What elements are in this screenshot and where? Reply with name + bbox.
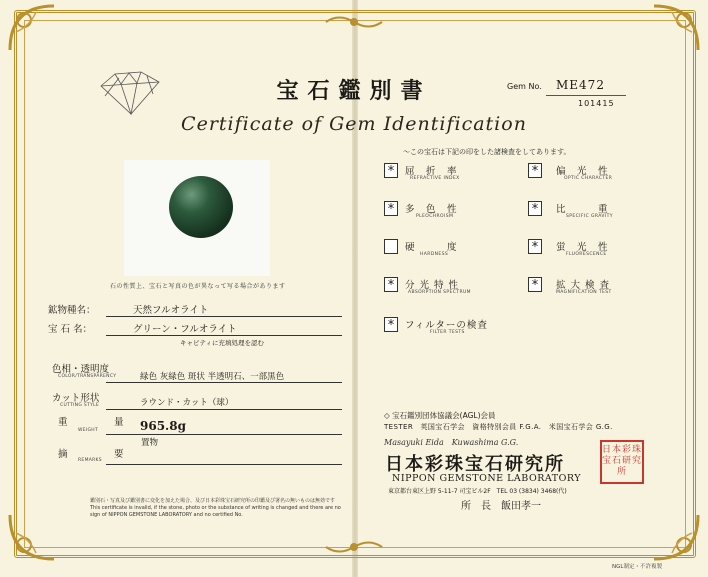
diamond-logo-icon: ◇	[384, 411, 390, 420]
certificate-title: 宝石鑑別書	[276, 78, 432, 104]
test-label: 蛍 光 性	[556, 242, 609, 253]
test-label-en: REFRACTIVE INDEX	[410, 176, 460, 181]
test-label: 偏 光 性	[556, 166, 609, 177]
gem-photo	[124, 160, 270, 276]
director-name: 所 長 飯田孝一	[461, 501, 541, 512]
lab-name-en: NIPPON GEMSTONE LABORATORY	[392, 473, 581, 484]
corner-ornament-icon	[6, 2, 58, 54]
top-center-ornament-icon	[324, 13, 384, 31]
check-mark-icon: *	[387, 278, 395, 293]
test-label: 硬 度	[405, 242, 458, 253]
cut-label-en: CUTTING STYLE	[60, 403, 100, 408]
test-checkbox	[384, 201, 398, 216]
mineral-label: 鉱物種名：	[48, 305, 96, 316]
bottom-center-ornament-icon	[324, 538, 384, 556]
divider	[106, 316, 342, 317]
test-checkbox	[384, 317, 398, 332]
corner-ornament-icon	[6, 511, 58, 563]
test-label: 多 色 性	[405, 204, 458, 215]
test-checkbox	[384, 277, 398, 292]
test-checkbox	[528, 201, 542, 216]
check-mark-icon: *	[531, 164, 539, 179]
corner-ornament-icon	[650, 511, 702, 563]
ngl-mark: NGL制定・不許複製	[612, 564, 662, 570]
footnote-en: This certificate is invalid, if the stone, photo or the substance of writing is changed and there are no sign of NIPPON GEMSTONE LABORATORY and no certified No.	[90, 505, 341, 518]
weight-label-b: 量	[114, 417, 124, 428]
test-checkbox	[528, 239, 542, 254]
test-label: 比 重	[556, 204, 609, 215]
check-mark-icon: *	[387, 164, 395, 179]
fluorite-sphere-image	[169, 176, 233, 238]
remarks-label-a: 摘	[58, 449, 68, 460]
test-checkbox	[528, 277, 542, 292]
test-label-en: MAGNIFICATION TEST	[556, 290, 612, 295]
gem-no-label: Gem No.	[507, 82, 542, 91]
association-membership	[384, 410, 496, 421]
association-text: 宝石鑑別団体協議会(AGL)会員	[392, 411, 496, 420]
red-seal-stamp: 日本彩珠宝石研究所	[600, 440, 644, 484]
weight-label-en: WEIGHT	[78, 428, 99, 433]
test-label-en: FILTER TESTS	[430, 330, 465, 335]
mineral-value: 天然フルオライト	[133, 305, 209, 316]
serial-number: 101415	[578, 99, 615, 108]
remarks-label-b: 要	[114, 449, 124, 460]
test-label-en: ABSORPTION SPECTRUM	[408, 290, 471, 295]
tests-intro: 〜この宝石は下記の印をした諸検査をしてあります。	[403, 148, 571, 156]
test-label: 分 光 特 性	[405, 280, 460, 291]
check-mark-icon: *	[531, 240, 539, 255]
lab-name-jp: 日本彩珠宝石研究所	[385, 454, 565, 475]
test-label-en: OPTIC CHARACTER	[564, 176, 613, 181]
remarks-value: 置物	[141, 438, 159, 448]
treatment-note: キャビティに充填処理を認む	[180, 339, 264, 347]
footnote	[90, 498, 352, 519]
color-label-en: COLOR/TRANSPARENCY	[58, 374, 117, 379]
test-checkbox	[384, 239, 398, 254]
test-label: フィルターの検査	[405, 320, 488, 331]
cut-value: ラウンド・カット（球）	[140, 398, 234, 408]
test-checkbox	[384, 163, 398, 178]
gem-name-value: グリーン・フルオライト	[133, 324, 237, 335]
check-mark-icon: *	[531, 278, 539, 293]
divider	[106, 409, 342, 410]
gem-name-label: 宝 石 名：	[48, 324, 93, 335]
footnote-jp: 鑑別石・写真及び鑑別書に変化を加えた場合、及び日本彩珠宝石研究所の印鑑及び署名の無いものは無効です	[90, 498, 336, 504]
cut-label: カット形状	[52, 393, 100, 404]
divider	[106, 335, 342, 336]
divider	[106, 434, 342, 435]
tester-credentials: TESTER 英国宝石学会 資格特別会員 F.G.A. 米国宝石学会 G.G.	[384, 423, 613, 431]
color-label: 色相・透明度	[52, 364, 110, 375]
signatures: Masayuki Eida Kuwashima G.G.	[384, 438, 519, 447]
divider	[106, 382, 342, 383]
check-mark-icon: *	[387, 318, 395, 333]
test-checkbox	[528, 163, 542, 178]
test-label-en: SPECIFIC GRAVITY	[566, 214, 613, 219]
gem-no-value: ME472	[556, 78, 605, 92]
remarks-label-en: REMARKS	[78, 458, 102, 463]
divider	[546, 95, 626, 96]
test-label: 拡 大 検 査	[556, 280, 611, 291]
weight-value: 965.8g	[140, 419, 186, 433]
test-label-en: FLUORESCENCE	[566, 252, 607, 257]
lab-address: 東京都台東区上野 5-11-7 司宝ビル2F TEL 03 (3834) 3468(代)	[388, 488, 567, 495]
divider	[106, 464, 342, 465]
check-mark-icon: *	[387, 202, 395, 217]
test-label-en: HARDNESS	[420, 252, 449, 257]
corner-ornament-icon	[650, 2, 702, 54]
test-label-en: PLEOCHROISM	[416, 214, 454, 219]
test-label: 屈 折 率	[405, 166, 458, 177]
certificate-subtitle: Certificate of Gem Identification	[181, 113, 527, 135]
weight-label-a: 重	[58, 417, 68, 428]
color-value: 緑色 灰緑色 斑状 半透明石、一部黒色	[140, 372, 285, 382]
photo-note: 石の性質上、宝石と写真の色が異なって写る場合があります	[110, 283, 286, 290]
check-mark-icon: *	[531, 202, 539, 217]
